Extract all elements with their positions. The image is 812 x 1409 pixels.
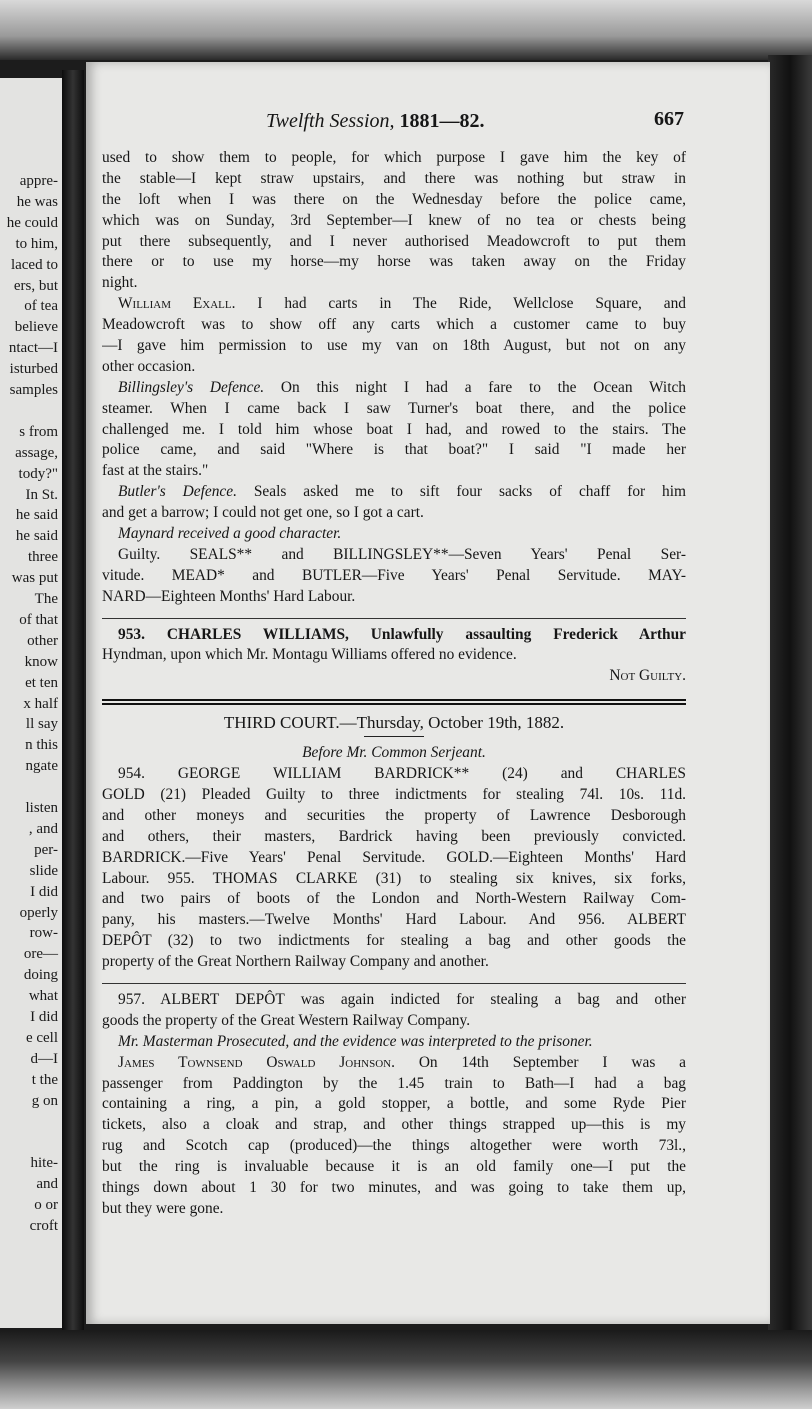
left-page-fragment: ntact—I bbox=[8, 340, 58, 357]
text-line: tickets, also a cloak and strap, and other things strapped up—this is my bbox=[102, 1116, 686, 1134]
text-line: put there subsequently, and I never authorised Meadowcroft to put them bbox=[102, 232, 686, 250]
text-line: night. bbox=[102, 274, 138, 292]
session-title bbox=[266, 110, 485, 133]
left-page-fragment: appre- bbox=[19, 173, 58, 189]
billingsley-defence bbox=[102, 378, 686, 482]
butler-defence bbox=[102, 482, 686, 524]
text-line: goods the property of the Great Western Railway Company. bbox=[102, 1011, 471, 1029]
text-line: other occasion. bbox=[102, 357, 196, 375]
left-facing-page bbox=[0, 78, 64, 1328]
text-line: and two pairs of boots of the London and North-Western Railway Com- bbox=[102, 890, 686, 908]
case-divider bbox=[102, 983, 686, 984]
right-page bbox=[86, 62, 770, 1324]
defence-label: Billingsley's Defence. bbox=[118, 378, 265, 396]
text-line: NARD—Eighteen Months' Hard Labour. bbox=[102, 587, 356, 605]
left-page-fragment: t the bbox=[31, 1071, 58, 1088]
text-line: 954. GEORGE WILLIAM BARDRICK** (24) and CHARLES bbox=[118, 765, 686, 783]
text-line: —I gave him permission to use my van on 18th August, but not on any bbox=[102, 337, 686, 355]
text-line: but they were gone. bbox=[102, 1199, 224, 1217]
left-page-fragment: ore— bbox=[23, 946, 58, 963]
text-line: there or to use my horse—my horse was taken away on the Friday bbox=[102, 253, 686, 271]
left-page-fragment: what bbox=[28, 988, 58, 1005]
book-spine bbox=[62, 70, 84, 1330]
left-page-fragment: , and bbox=[28, 820, 58, 837]
left-page-fragment: was put bbox=[11, 570, 58, 587]
text-line bbox=[102, 482, 686, 503]
witness-name: James Townsend Oswald Johnson. bbox=[118, 1053, 395, 1071]
text-line: which was on Sunday, 3rd September—I knew of no tea or chests being bbox=[102, 211, 686, 229]
text-line: Hyndman, upon which Mr. Montagu Williams offered no evidence. bbox=[102, 646, 517, 664]
page-number: 667 bbox=[654, 108, 684, 130]
left-page-fragment: listen bbox=[25, 800, 58, 816]
presiding-judge: Before Mr. Common Serjeant. bbox=[302, 744, 486, 762]
court-title: THIRD COURT.—Thursday, October 19th, 1882. bbox=[223, 713, 565, 733]
left-page-fragment: of that bbox=[19, 611, 58, 628]
text-line: and other moneys and securities the property of Lawrence Desborough bbox=[102, 806, 686, 824]
text-line: BARDRICK.—Five Years' Penal Servitude. GOLD.—Eighteen Months' Hard bbox=[102, 848, 686, 866]
text-line bbox=[102, 294, 686, 315]
prosecution-note: Mr. Masterman Prosecuted, and the evidence was interpreted to the prisoner. bbox=[118, 1032, 593, 1050]
text-span: I had carts in The Ride, Wellclose Square, and bbox=[257, 295, 686, 313]
case-953 bbox=[102, 625, 686, 688]
character-note: Maynard received a good character. bbox=[118, 525, 342, 543]
text-line: fast at the stairs." bbox=[102, 462, 209, 480]
text-line: property of the Great Northern Railway Company and another. bbox=[102, 953, 489, 971]
left-page-fragment: x half bbox=[23, 695, 58, 712]
left-page-fragment: isturbed bbox=[9, 361, 58, 378]
left-page-fragment: assage, bbox=[15, 444, 58, 461]
text-line bbox=[102, 378, 686, 399]
left-page-fragment: operly bbox=[19, 904, 58, 921]
left-page-fragment: I did bbox=[30, 1009, 58, 1025]
case-divider bbox=[102, 618, 686, 619]
running-head bbox=[86, 110, 770, 138]
left-page-fragment: d—I bbox=[30, 1050, 58, 1067]
left-page-fragment: ers, but bbox=[13, 277, 58, 294]
page-body bbox=[102, 148, 686, 1220]
text-line: but the ring is invaluable because it is an old family one—I put the bbox=[102, 1158, 686, 1176]
text-line: police came, and said "Where is that boat?" I said "I made her bbox=[102, 441, 686, 459]
verdict-sentences bbox=[102, 545, 686, 608]
left-page-fragment: n this bbox=[25, 737, 58, 754]
left-page-fragment: croft bbox=[29, 1218, 58, 1234]
left-page-fragment: he could bbox=[6, 214, 58, 231]
case-heading: 957. ALBERT DEPÔT was again indicted for stealing a bag and other bbox=[118, 990, 686, 1008]
text-line bbox=[102, 1053, 686, 1074]
defence-label: Butler's Defence. bbox=[118, 483, 237, 501]
case-957 bbox=[102, 990, 686, 1220]
text-line: the stable—I kept straw upstairs, and there was nothing but straw in bbox=[102, 169, 686, 187]
text-line: pany, his masters.—Twelve Months' Hard Labour. And 956. ALBERT bbox=[102, 911, 686, 929]
scan-right-edge bbox=[768, 55, 812, 1345]
text-line: and get a barrow; I could not get one, so I got a cart. bbox=[102, 504, 424, 522]
left-page-fragment: s from bbox=[19, 423, 58, 440]
left-page-fragment: row- bbox=[29, 925, 58, 942]
scan-bottom-margin bbox=[0, 1330, 812, 1409]
session-title-text: Twelfth Session, bbox=[266, 110, 395, 132]
left-page-fragment: three bbox=[28, 549, 58, 566]
left-page-fragment: The bbox=[34, 591, 58, 607]
text-line: steamer. When I came back I saw Turner's boat there, and the police bbox=[102, 399, 686, 417]
left-page-fragment: laced to bbox=[10, 256, 58, 273]
left-page-fragment: per- bbox=[34, 841, 58, 858]
left-page-fragment: believe bbox=[14, 319, 58, 336]
verdict-label: Not Guilty. bbox=[609, 667, 686, 685]
left-page-fragment: et ten bbox=[25, 674, 58, 691]
text-line: vitude. MEAD* and BUTLER—Five Years' Penal Servitude. MAY- bbox=[102, 566, 686, 584]
case-954 bbox=[102, 764, 686, 973]
text-line: things down about 1 30 for two minutes, and was going to take them up, bbox=[102, 1178, 686, 1196]
left-page-fragment: know bbox=[24, 653, 58, 670]
witness-name: William Exall. bbox=[118, 295, 236, 313]
left-page-fragment: and bbox=[36, 1176, 58, 1193]
text-line: Labour. 955. THOMAS CLARKE (31) to stealing six knives, six forks, bbox=[102, 869, 686, 887]
short-rule bbox=[364, 736, 424, 737]
scan-top-margin bbox=[0, 0, 812, 60]
text-line: GOLD (21) Pleaded Guilty to three indictments for stealing 74l. 10s. 11d. bbox=[102, 785, 686, 803]
left-page-fragment: samples bbox=[9, 382, 58, 398]
section-divider bbox=[102, 699, 686, 705]
left-page-fragment: ngate bbox=[25, 758, 58, 775]
text-line: containing a ring, a pin, a gold stopper, a bottle, and some Ryde Pier bbox=[102, 1095, 686, 1113]
left-page-fragment: hite- bbox=[30, 1155, 58, 1172]
left-page-fragment: In St. bbox=[25, 486, 58, 503]
text-line: challenged me. I told him whose boat I had, and rowed to the stairs. The bbox=[102, 420, 686, 438]
text-line: rug and Scotch cap (produced)—the things altogether were worth 73l., bbox=[102, 1137, 686, 1155]
session-year: 1881—82. bbox=[399, 110, 485, 132]
left-page-fragment: to him, bbox=[15, 235, 58, 252]
left-page-fragment: I did bbox=[30, 883, 58, 900]
left-page-fragment: tody?" bbox=[18, 465, 58, 482]
text-span: Seals asked me to sift four sacks of chaff for him bbox=[253, 483, 686, 501]
left-page-fragment: he said bbox=[15, 528, 58, 545]
text-line: Guilty. SEALS** and BILLINGSLEY**—Seven Years' Penal Ser- bbox=[118, 545, 686, 563]
text-span: On 14th September I was a bbox=[418, 1053, 686, 1071]
left-page-fragment: he was bbox=[16, 193, 58, 210]
text-line: DEPÔT (32) to two indictments for stealing a bag and other goods the bbox=[102, 932, 686, 950]
left-page-fragment: e cell bbox=[25, 1029, 58, 1046]
left-page-fragment: o or bbox=[34, 1197, 58, 1214]
left-page-fragment: ll say bbox=[25, 716, 58, 733]
exall-testimony bbox=[102, 294, 686, 378]
text-line: the loft when I was there on the Wednesday before the police came, bbox=[102, 190, 686, 208]
left-page-fragment: slide bbox=[29, 862, 58, 879]
testimony-continuation bbox=[102, 148, 686, 294]
text-line: and others, their masters, Bardrick having been previously convicted. bbox=[102, 827, 686, 845]
text-line: used to show them to people, for which purpose I gave him the key of bbox=[102, 149, 686, 166]
text-span: On this night I had a fare to the Ocean Witch bbox=[280, 378, 686, 396]
left-page-fragment: he said bbox=[15, 507, 58, 524]
left-page-fragment: of tea bbox=[24, 298, 58, 315]
left-page-fragment: doing bbox=[23, 967, 58, 984]
case-heading: 953. CHARLES WILLIAMS, Unlawfully assaulting Frederick Arthur bbox=[118, 625, 686, 643]
text-line: Meadowcroft was to show off any carts which a customer came to buy bbox=[102, 316, 686, 334]
text-line: passenger from Paddington by the 1.45 train to Bath—I had a bag bbox=[102, 1074, 686, 1092]
left-page-fragment: other bbox=[27, 632, 58, 649]
left-page-fragment: g on bbox=[31, 1092, 58, 1109]
court-header bbox=[102, 713, 686, 764]
